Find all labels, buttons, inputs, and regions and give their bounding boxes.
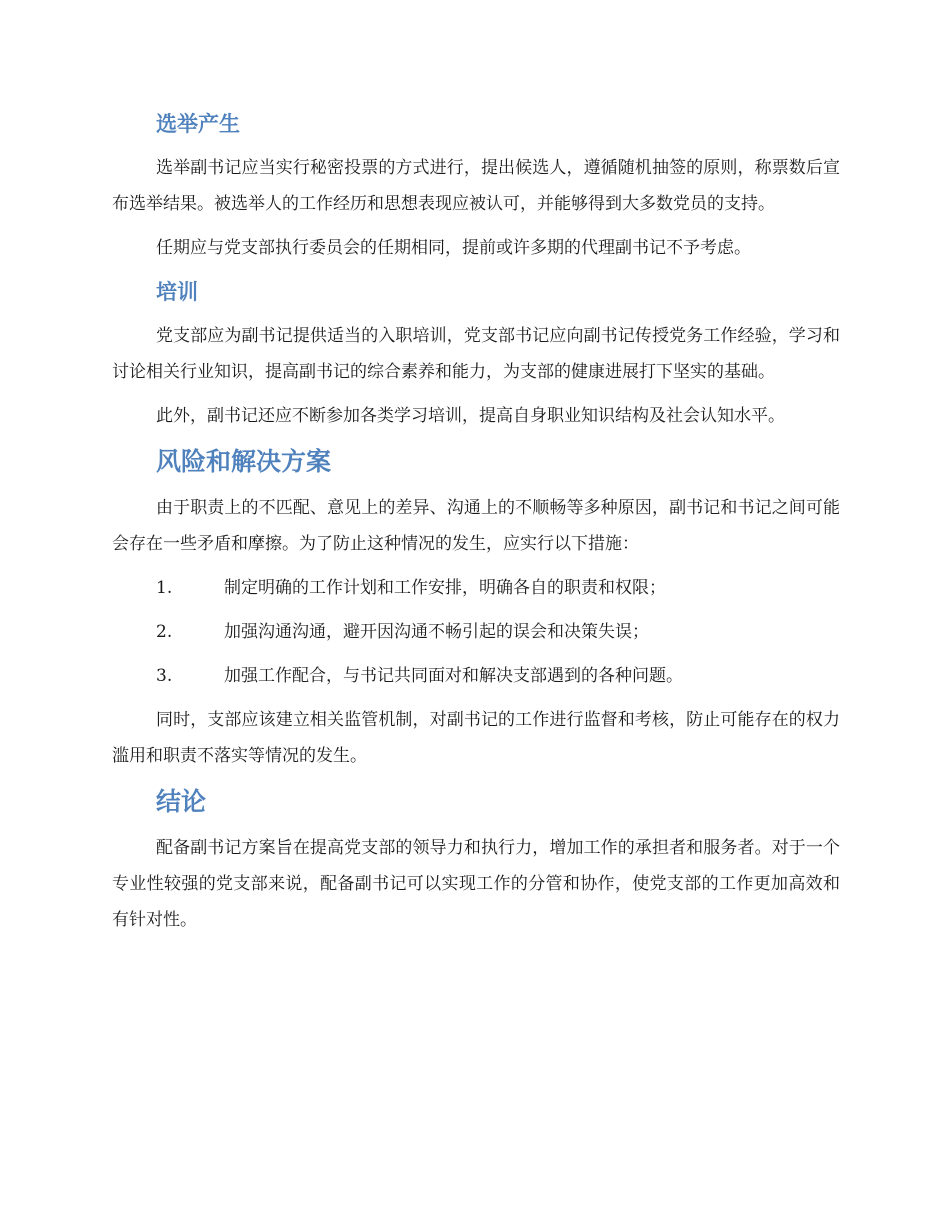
heading-training: 培训 (156, 280, 198, 304)
list-item-number: 1. (156, 578, 173, 598)
training-paragraph-2: 此外，副书记还应不断参加各类学习培训，提高自身职业知识结构及社会认知水平。 (156, 406, 785, 426)
election-paragraph-1: 选举副书记应当实行秘密投票的方式进行，提出候选人，遵循随机抽签的原则，称票数后宣布选举结果。被选举人的工作经历和思想表现应被认可，并能够得到大多数党员的支持。 (112, 158, 840, 214)
election-paragraph-2: 任期应与党支部执行委员会的任期相同，提前或许多期的代理副书记不予考虑。 (156, 238, 751, 258)
risk-paragraph-1: 由于职责上的不匹配、意见上的差异、沟通上的不顺畅等多种原因，副书记和书记之间可能会存在一些矛盾和摩擦。为了防止这种情况的发生，应实行以下措施： (112, 498, 840, 554)
training-paragraph-1: 党支部应为副书记提供适当的入职培训，党支部书记应向副书记传授党务工作经验，学习和讨论相关行业知识，提高副书记的综合素养和能力，为支部的健康进展打下坚实的基础。 (112, 326, 840, 382)
list-item (112, 614, 840, 650)
list-item-text: 制定明确的工作计划和工作安排，明确各自的职责和权限； (224, 578, 666, 598)
heading-election: 选举产生 (156, 112, 240, 136)
list-item-text: 加强沟通沟通，避开因沟通不畅引起的误会和决策失误； (224, 622, 649, 642)
list-item-number: 3. (156, 666, 173, 686)
conclusion-paragraph-1: 配备副书记方案旨在提高党支部的领导力和执行力，增加工作的承担者和服务者。对于一个专业性较强的党支部来说，配备副书记可以实现工作的分管和协作，使党支部的工作更加高效和有针对性。 (112, 838, 840, 930)
list-item (112, 570, 840, 606)
list-item-text: 加强工作配合，与书记共同面对和解决支部遇到的各种问题。 (224, 666, 683, 686)
heading-risk: 风险和解决方案 (156, 447, 332, 476)
risk-paragraph-2: 同时，支部应该建立相关监管机制，对副书记的工作进行监督和考核，防止可能存在的权力滥用和职责不落实等情况的发生。 (112, 710, 840, 766)
list-item (112, 658, 840, 694)
document-body (112, 106, 840, 946)
list-item-number: 2. (156, 622, 173, 642)
measures-list (112, 570, 840, 694)
heading-conclusion: 结论 (156, 787, 207, 816)
